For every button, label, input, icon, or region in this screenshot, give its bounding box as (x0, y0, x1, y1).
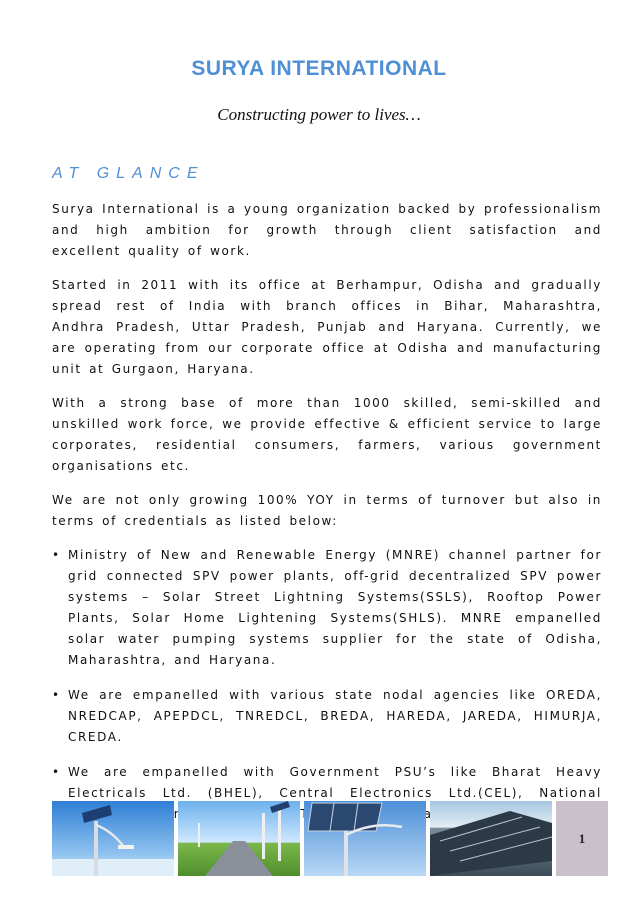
paragraph: With a strong base of more than 1000 skilled, semi-skilled and unskilled work force, we provide effective & efficient service to large corporates, residential consumers, farmers, various government organisations etc. (52, 396, 602, 473)
page-number: 1 (556, 801, 608, 876)
street-light-photo (52, 801, 174, 876)
bullet-icon: • (52, 548, 61, 562)
footer-strip (52, 801, 612, 876)
bullet-icon: • (52, 688, 61, 702)
paragraph: Started in 2011 with its office at Berhampur, Odisha and gradually spread rest of India with branch offices in Bihar, Maharashtra, Andhra Pradesh, Uttar Pradesh, Punjab and Haryana. Currently, we are operating from our corporate office at Odisha and manufacturing unit at Gurgaon, Haryana. (52, 278, 602, 376)
list-item-text: We are empanelled with various state nodal agencies like OREDA, NREDCAP, APEPDCL, TNREDCL, BREDA, HAREDA, JAREDA, HIMURJA, CREDA. (68, 688, 602, 744)
paragraph: Surya International is a young organization backed by professionalism and high ambition for growth through client satisfaction and excellent quality of work. (52, 202, 602, 258)
credentials-list (52, 545, 602, 825)
bullet-icon: • (52, 765, 61, 779)
body-text (52, 199, 602, 839)
list-item-text: Ministry of New and Renewable Energy (MNRE) channel partner for grid connected SPV power plants, off-grid decentralized SPV power systems – Solar Street Lightning Systems(SSLS), Rooftop Power Plants, Solar Home Lightening Systems(SHLS). MNRE empanelled solar water pumping systems supplier for the state of Odisha, Maharashtra, and Haryana. (68, 548, 602, 667)
list-item (52, 685, 602, 748)
list-item-text: We are empanelled with Government PSU’s like Bharat Heavy Electricals Ltd. (BHEL), Central Electronics Ltd.(CEL), National (68, 765, 602, 800)
solar-panel-photo (304, 801, 426, 876)
solar-road-photo (178, 801, 300, 876)
paragraph: We are not only growing 100% YOY in terms of turnover but also in terms of credentials as listed below: (52, 493, 602, 528)
company-title: SURYA INTERNATIONAL (191, 57, 447, 80)
list-item (52, 545, 602, 671)
company-tagline: Constructing power to lives… (217, 105, 421, 124)
section-heading: AT GLANCE (52, 165, 205, 182)
solar-water-heater-photo (430, 801, 552, 876)
